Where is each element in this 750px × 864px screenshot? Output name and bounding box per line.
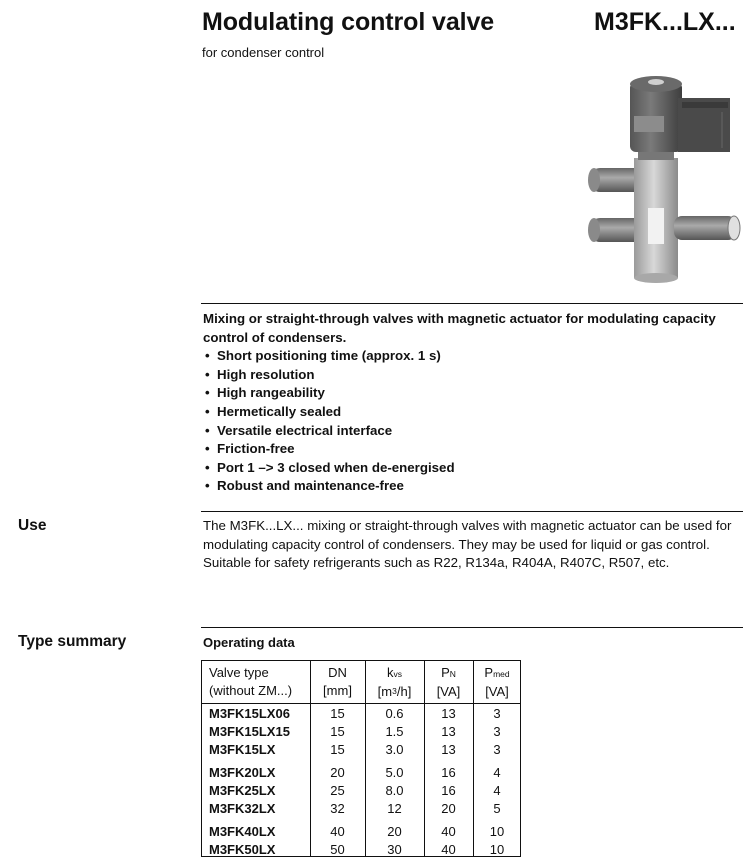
cell-valve-type: M3FK15LX: [209, 742, 276, 757]
cell-dn: 20: [330, 765, 345, 780]
feature-item: • Short positioning time (approx. 1 s): [203, 347, 748, 366]
feature-item: • High rangeability: [203, 384, 748, 403]
use-paragraph: The M3FK...LX... mixing or straight-through valves with magnetic actuator can be used for modulating capacity control of condensers. They may be used for liquid or gas control.: [203, 518, 732, 552]
feature-item: • High resolution: [203, 366, 748, 385]
feature-item: • Robust and maintenance-free: [203, 477, 748, 496]
table-row: [202, 723, 520, 741]
bullet-icon: •: [205, 348, 210, 364]
cell-dn: 25: [330, 783, 345, 798]
column-header-valve-type: Valve type (without ZM...): [209, 665, 293, 698]
cell-pmed: 4: [493, 765, 501, 780]
cell-pn: 16: [441, 765, 456, 780]
cell-pn: 40: [441, 842, 456, 857]
cell-kvs: 1.5: [385, 724, 404, 739]
cell-pmed: 3: [493, 742, 501, 757]
table-row: [202, 841, 520, 859]
cell-pmed: 10: [489, 842, 505, 857]
operating-data-heading: Operating data: [203, 635, 295, 650]
table-row: [202, 823, 520, 841]
product-image: [582, 68, 742, 288]
table-row: [202, 800, 520, 818]
use-text: [203, 517, 748, 573]
table-row: [202, 764, 520, 782]
cell-kvs: 8.0: [385, 783, 404, 798]
cell-valve-type: M3FK25LX: [209, 783, 276, 798]
column-header-kvs: kvs $[m^3/h]$: [377, 665, 412, 699]
divider: [201, 511, 743, 512]
cell-valve-type: M3FK32LX: [209, 801, 276, 816]
intro-lead: Mixing or straight-through valves with magnetic actuator for modulating capacity control of condensers.: [203, 311, 716, 345]
column-header-pn: PN [VA]: [436, 665, 461, 699]
cell-pmed: 4: [493, 783, 501, 798]
cell-kvs: 3.0: [385, 742, 404, 757]
bullet-icon: •: [205, 422, 210, 438]
cell-valve-type: M3FK15LX06: [209, 706, 290, 721]
page-subtitle: for condenser control: [202, 45, 325, 60]
valve-photo-icon: [582, 68, 742, 288]
cell-dn: 15: [330, 742, 345, 757]
cell-dn: 15: [330, 706, 345, 721]
cell-pn: 16: [441, 783, 456, 798]
cell-valve-type: M3FK40LX: [209, 824, 276, 839]
cell-valve-type: M3FK20LX: [209, 765, 276, 780]
feature-item: • Hermetically sealed: [203, 403, 748, 422]
header-divider: [202, 703, 520, 704]
feature-item: • Versatile electrical interface: [203, 422, 748, 441]
bullet-icon: •: [205, 478, 210, 494]
cell-kvs: 5.0: [385, 765, 404, 780]
cell-valve-type: M3FK50LX: [209, 842, 276, 857]
bullet-icon: •: [205, 366, 210, 382]
column-header-dn: DN [mm]: [323, 665, 352, 698]
cell-pn: 13: [441, 724, 456, 739]
bullet-icon: •: [205, 385, 210, 401]
cell-pn: 13: [441, 742, 456, 757]
divider: [201, 627, 743, 628]
cell-dn: 40: [330, 824, 345, 839]
cell-dn: 32: [330, 801, 345, 816]
table-row: [202, 741, 520, 759]
cell-kvs: 20: [387, 824, 402, 839]
column-header-pmed: Pmed [VA]: [484, 665, 510, 699]
section-heading-type-summary: Type summary: [18, 633, 127, 650]
table-row: [202, 705, 520, 723]
product-code: M3FK...LX...: [594, 8, 736, 36]
bullet-icon: •: [205, 441, 210, 457]
cell-pn: 40: [441, 824, 456, 839]
feature-item: • Port 1 –> 3 closed when de-energised: [203, 459, 748, 478]
section-heading-use: Use: [18, 517, 47, 534]
cell-dn: 15: [330, 724, 345, 739]
operating-data-table: [201, 660, 521, 857]
intro-block: [203, 310, 748, 496]
cell-pmed: 5: [493, 801, 501, 816]
cell-pn: 13: [441, 706, 456, 721]
divider: [201, 303, 743, 304]
cell-dn: 50: [330, 842, 345, 857]
cell-kvs: 30: [387, 842, 402, 857]
cell-pmed: 3: [493, 724, 501, 739]
cell-pmed: 10: [489, 824, 505, 839]
table-row: [202, 782, 520, 800]
cell-pmed: 3: [493, 706, 501, 721]
cell-kvs: 12: [387, 801, 402, 816]
cell-pn: 20: [441, 801, 456, 816]
feature-item: • Friction-free: [203, 440, 748, 459]
feature-list: [203, 347, 748, 496]
cell-kvs: 0.6: [385, 706, 404, 721]
page-title: Modulating control valve: [202, 8, 495, 36]
bullet-icon: •: [205, 459, 210, 475]
cell-valve-type: M3FK15LX15: [209, 724, 290, 739]
use-paragraph: Suitable for safety refrigerants such as R22, R134a, R404A, R407C, R507, etc.: [203, 555, 670, 571]
bullet-icon: •: [205, 403, 210, 419]
